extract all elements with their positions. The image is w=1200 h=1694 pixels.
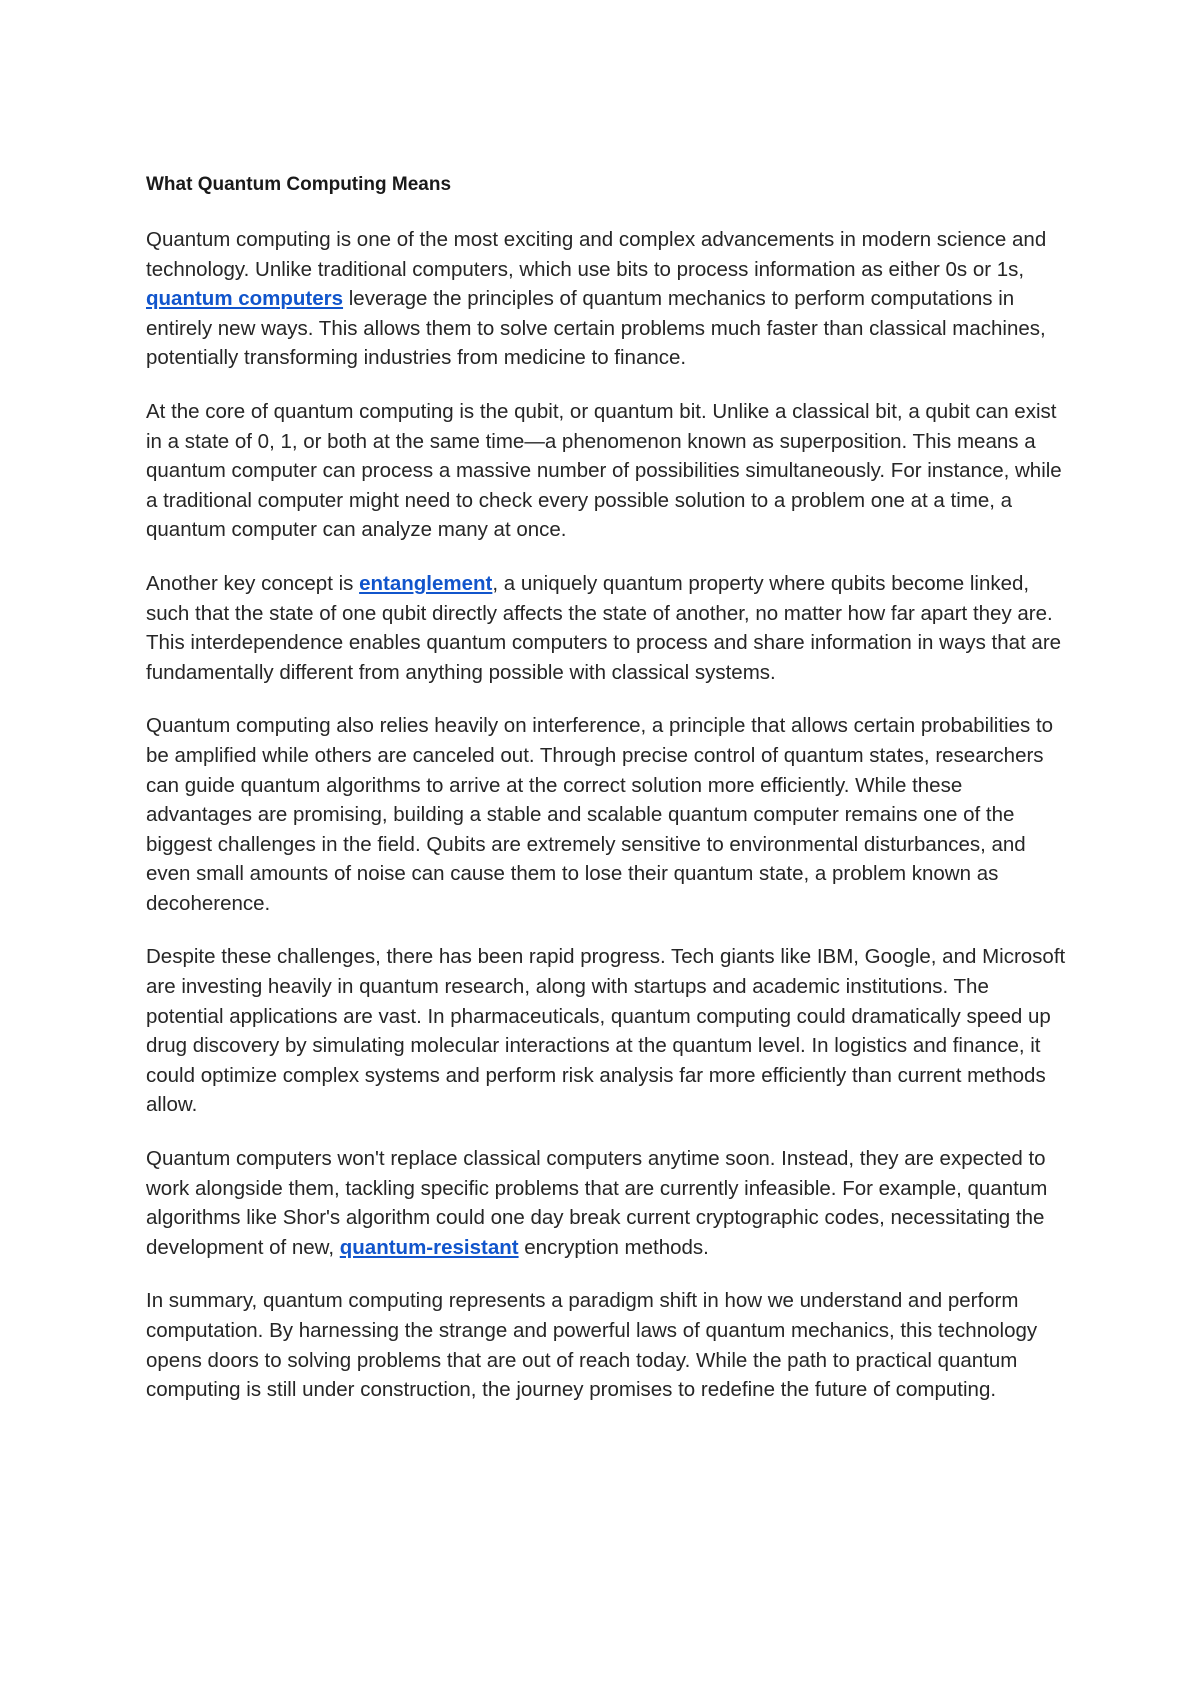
paragraph-intro-text-after: leverage the principles of quantum mechanics to perform computations in entirely new ways. This allows them to solve certain problems much faster than classical machines, potentially transforming industries from medicine to finance. xyxy=(146,287,1046,370)
quantum-computers-link[interactable]: quantum computers xyxy=(146,287,344,311)
quantum-resistant-link[interactable]: quantum-resistant xyxy=(339,1235,519,1259)
paragraph-entanglement xyxy=(146,569,1066,687)
paragraph-summary: In summary, quantum computing represents a paradigm shift in how we understand and perform computation. By harnessing the strange and powerful laws of quantum mechanics, this technology opens doors to solving problems that are out of reach today. While the path to practical quantum computing is still under construction, the journey promises to redefine the future of computing. xyxy=(146,1289,1038,1402)
paragraph-classical-text-after: encryption methods. xyxy=(518,1235,709,1259)
document-page xyxy=(146,172,1066,1429)
paragraph-classical-coexistence xyxy=(146,1144,1066,1262)
paragraph-intro xyxy=(146,225,1066,373)
paragraph-classical-text-before: Quantum computers won't replace classical computers anytime soon. Instead, they are expected to work alongside them, tackling specific problems that are currently infeasible. For example, quantum algorithms like Shor's algorithm could one day break current cryptographic codes, necessitating the development of new, xyxy=(146,1147,1048,1259)
paragraph-interference: Quantum computing also relies heavily on interference, a principle that allows certain probabilities to be amplified while others are canceled out. Through precise control of quantum states, researchers can guide quantum algorithms to arrive at the correct solution more efficiently. While these advantages are promising, building a stable and scalable quantum computer remains one of the biggest challenges in the field. Qubits are extremely sensitive to environmental disturbances, and even small amounts of noise can cause them to lose their quantum state, a problem known as decoherence. xyxy=(146,714,1054,915)
paragraph-entanglement-text-after: , a uniquely quantum property where qubits become linked, such that the state of one qubit directly affects the state of another, no matter how far apart they are. This interdependence enables quantum computers to process and share information in ways that are fundamentally different from anything possible with classical systems. xyxy=(146,571,1062,684)
paragraph-entanglement-text-before: Another key concept is xyxy=(146,571,360,595)
entanglement-link[interactable]: entanglement xyxy=(359,571,493,595)
document-title: What Quantum Computing Means xyxy=(146,174,452,195)
paragraph-progress: Despite these challenges, there has been rapid progress. Tech giants like IBM, Google, and Microsoft are investing heavily in quantum research, along with startups and academic institutions. The potential applications are vast. In pharmaceuticals, quantum computing could dramatically speed up drug discovery by simulating molecular interactions at the quantum level. In logistics and finance, it could optimize complex systems and perform risk analysis far more efficiently than current methods allow. xyxy=(146,945,1066,1117)
paragraph-qubit: At the core of quantum computing is the qubit, or quantum bit. Unlike a classical bit, a qubit can exist in a state of 0, 1, or both at the same time—a phenomenon known as superposition. This means a quantum computer can process a massive number of possibilities simultaneously. For instance, while a traditional computer might need to check every possible solution to a problem one at a time, a quantum computer can analyze many at once. xyxy=(146,399,1062,542)
paragraph-intro-text-before: Quantum computing is one of the most exciting and complex advancements in modern science and technology. Unlike traditional computers, which use bits to process information as either 0s or 1s, xyxy=(146,228,1047,281)
